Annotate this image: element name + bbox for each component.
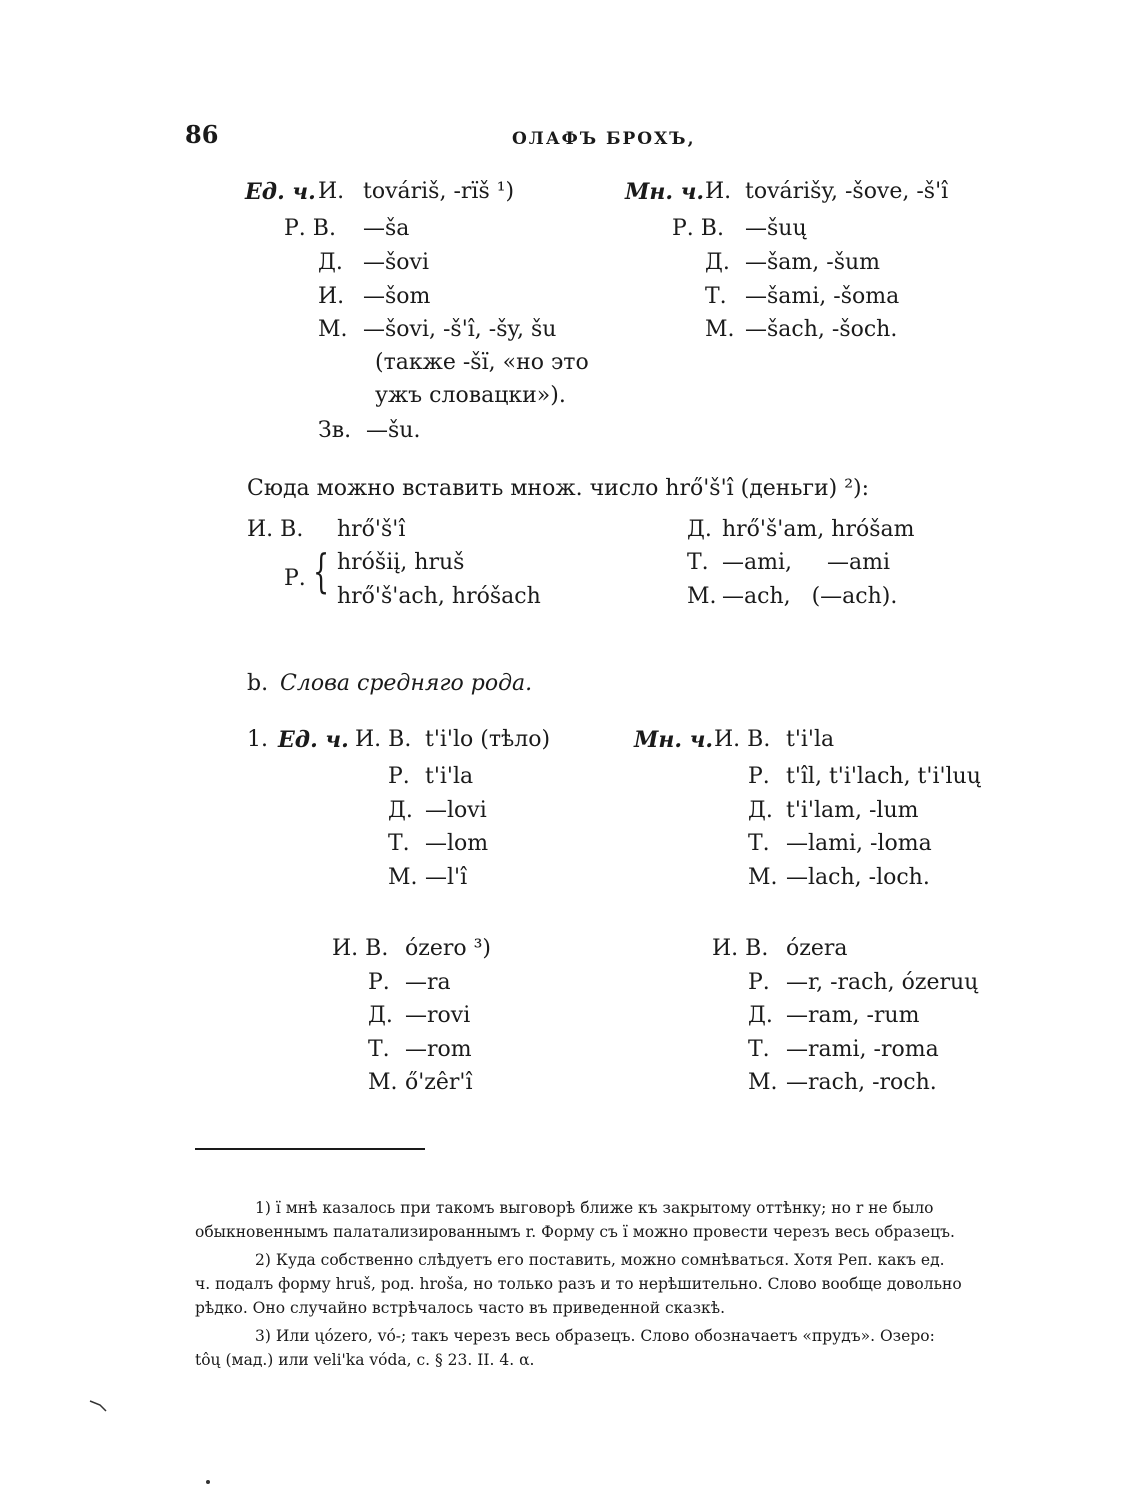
sg-label: Ед. ч. bbox=[245, 179, 316, 205]
case-form: —šovi bbox=[363, 250, 429, 275]
case-label: И. В. bbox=[714, 727, 771, 752]
case-label: И. bbox=[318, 179, 345, 204]
case-form: ózera bbox=[786, 936, 848, 961]
case-label: Р. bbox=[748, 764, 770, 789]
footnote-line: ч. подалъ форму hruš, род. hroša, но только разъ и то нерѣшительно. Слово вообще довольно bbox=[195, 1275, 962, 1293]
case-form: —šam, -šum bbox=[745, 250, 881, 275]
paradigm-number: 1. bbox=[247, 727, 268, 752]
scan-mark bbox=[88, 1398, 110, 1414]
case-form: —ra bbox=[405, 970, 451, 995]
case-form: ужъ словацки»). bbox=[375, 383, 566, 408]
pl-label: Мн. ч. bbox=[634, 727, 714, 753]
case-form: —rom bbox=[405, 1037, 472, 1062]
case-form: —ša bbox=[363, 216, 410, 241]
case-label: М. bbox=[748, 865, 778, 890]
hrosi-intro: Сюда можно вставить множ. число hrő'š'î (деньги) ²): bbox=[247, 476, 870, 501]
footnote-line: 3) Или ųózero, vó-; такъ черезъ весь образецъ. Слово обозначаетъ «прудъ». Озеро: bbox=[255, 1327, 935, 1345]
scan-dot bbox=[206, 1480, 210, 1484]
case-form: t'i'lo (тѣло) bbox=[425, 727, 551, 752]
case-label: И. bbox=[705, 179, 732, 204]
footnote-line: tôų (мад.) или veli'ka vóda, с. § 23. II. 4. α. bbox=[195, 1351, 535, 1369]
case-form: —lovi bbox=[425, 798, 487, 823]
footnote-line: 1) ï мнѣ казалось при такомъ выговорѣ ближе къ закрытому оттѣнку; но r не было bbox=[255, 1199, 934, 1217]
case-form: —ram, -rum bbox=[786, 1003, 920, 1028]
case-label: М. bbox=[705, 317, 735, 342]
case-form: t'i'la bbox=[786, 727, 835, 752]
case-form: hrő'š'î bbox=[337, 517, 406, 542]
case-form: hrő'š'am, hróšam bbox=[722, 517, 915, 542]
case-label: И. В. bbox=[332, 936, 389, 961]
case-label: Д. bbox=[318, 250, 343, 275]
case-form: továrišy, -šove, -š'î bbox=[745, 179, 949, 204]
case-form: ő'zêr'î bbox=[405, 1070, 473, 1095]
page-number: 86 bbox=[185, 120, 219, 149]
case-label: Р. В. bbox=[672, 216, 724, 241]
case-label: И. В. bbox=[355, 727, 412, 752]
case-form: —šami, -šoma bbox=[745, 284, 900, 309]
case-form: t'îl, t'i'lach, t'i'luų bbox=[786, 764, 981, 789]
case-form: —lach, -loch. bbox=[786, 865, 930, 890]
footnote-line: 2) Куда собственно слѣдуетъ его поставить, можно сомнѣваться. Хотя Реп. какъ ед. bbox=[255, 1251, 945, 1269]
case-form: —lom bbox=[425, 831, 489, 856]
footnote-rule bbox=[195, 1148, 425, 1150]
case-form: ózero ³) bbox=[405, 936, 492, 961]
case-form: —r, -rach, ózeruų bbox=[786, 970, 979, 995]
sg-label: Ед. ч. bbox=[278, 727, 349, 753]
case-label: Д. bbox=[748, 798, 773, 823]
case-form: továriš, -rïš ¹) bbox=[363, 179, 515, 204]
case-label: И. В. bbox=[247, 517, 304, 542]
case-form: —lami, -loma bbox=[786, 831, 932, 856]
case-form: —ach, (—ach). bbox=[722, 584, 898, 609]
case-label: Т. bbox=[687, 550, 709, 575]
case-form: t'i'la bbox=[425, 764, 474, 789]
case-label: М. bbox=[687, 584, 717, 609]
case-label: И. В. bbox=[712, 936, 769, 961]
running-title: ОЛАФЪ БРОХЪ, bbox=[512, 129, 696, 149]
case-form: hrő'š'ach, hróšach bbox=[337, 584, 541, 609]
case-label: Р. В. bbox=[284, 216, 336, 241]
case-label: Т. bbox=[368, 1037, 390, 1062]
case-form: —rach, -roch. bbox=[786, 1070, 937, 1095]
section-letter: b. bbox=[247, 671, 269, 696]
case-label: Р. bbox=[748, 970, 770, 995]
case-label: Т. bbox=[748, 831, 770, 856]
case-label: М. bbox=[368, 1070, 398, 1095]
case-label: М. bbox=[748, 1070, 778, 1095]
case-label: Д. bbox=[388, 798, 413, 823]
case-form: hróšiį, hruš bbox=[337, 550, 465, 575]
case-form: —l'î bbox=[425, 865, 468, 890]
case-label: Д. bbox=[748, 1003, 773, 1028]
footnote-line: рѣдко. Оно случайно встрѣчалось часто въ приведенной сказкѣ. bbox=[195, 1299, 725, 1317]
case-label: Зв. bbox=[318, 418, 352, 443]
pl-label: Мн. ч. bbox=[625, 179, 705, 205]
case-form: —šom bbox=[363, 284, 431, 309]
case-label: И. bbox=[318, 284, 345, 309]
case-form: —šach, -šoch. bbox=[745, 317, 898, 342]
case-label: Д. bbox=[368, 1003, 393, 1028]
case-label: Д. bbox=[705, 250, 730, 275]
case-label: Т. bbox=[748, 1037, 770, 1062]
section-title: Слова средняго рода. bbox=[280, 671, 533, 696]
case-label: М. bbox=[318, 317, 348, 342]
case-form: —šovi, -š'î, -šy, šu bbox=[363, 317, 557, 342]
case-label: Т. bbox=[388, 831, 410, 856]
footnote-line: обыкновеннымъ палатализированнымъ r. Форму съ ï можно провести черезъ весь образецъ. bbox=[195, 1223, 955, 1241]
case-form: t'i'lam, -lum bbox=[786, 798, 919, 823]
case-label: Р. bbox=[368, 970, 390, 995]
case-label: М. bbox=[388, 865, 418, 890]
case-label: Т. bbox=[705, 284, 727, 309]
case-label: Р. bbox=[388, 764, 410, 789]
case-form: —ami, —ami bbox=[722, 550, 890, 575]
brace-mark: { bbox=[313, 544, 330, 598]
case-label: Р. bbox=[284, 566, 306, 591]
case-form: —šu. bbox=[366, 418, 421, 443]
case-form: —šuų bbox=[745, 216, 807, 241]
case-form: —rovi bbox=[405, 1003, 471, 1028]
case-label: Д. bbox=[687, 517, 712, 542]
case-form: (также -šï, «но это bbox=[375, 350, 589, 375]
case-form: —rami, -roma bbox=[786, 1037, 939, 1062]
